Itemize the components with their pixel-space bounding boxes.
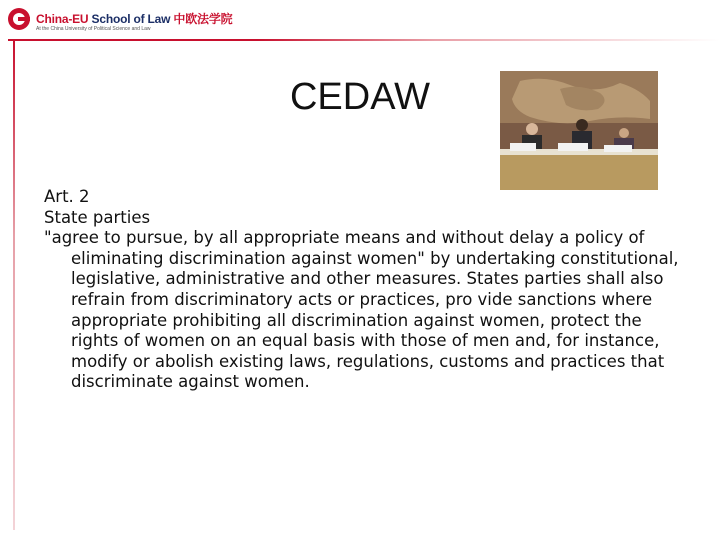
slide-title: CEDAW xyxy=(289,76,431,118)
conference-photo xyxy=(500,71,658,190)
school-logo xyxy=(8,6,268,36)
header-rule xyxy=(8,39,720,41)
parties-line: State parties xyxy=(44,207,151,227)
article-quote: "agree to pursue, by all appropriate means and without delay a policy of eliminating discrimination against women" by undertaking constitutional, legislative, administrative and other measures. States parties shall also refrain from discriminatory acts or practices, pro vide sanctions where appropriate prohibiting all discrimination against women, protect the rights of women on an equal basis with those of men and, for instance, modify or abolish existing laws, regulations, customs and practices that discriminate against women. xyxy=(44,228,679,392)
article-line: Art. 2 xyxy=(44,187,90,206)
school-name: China-EU School of Law 中欧法学院 xyxy=(36,12,233,26)
left-accent-rule xyxy=(13,41,15,530)
slide-body xyxy=(44,187,684,393)
school-subtitle: At the China University of Political Science and Law xyxy=(36,26,151,32)
logo-emblem-icon xyxy=(8,8,30,30)
